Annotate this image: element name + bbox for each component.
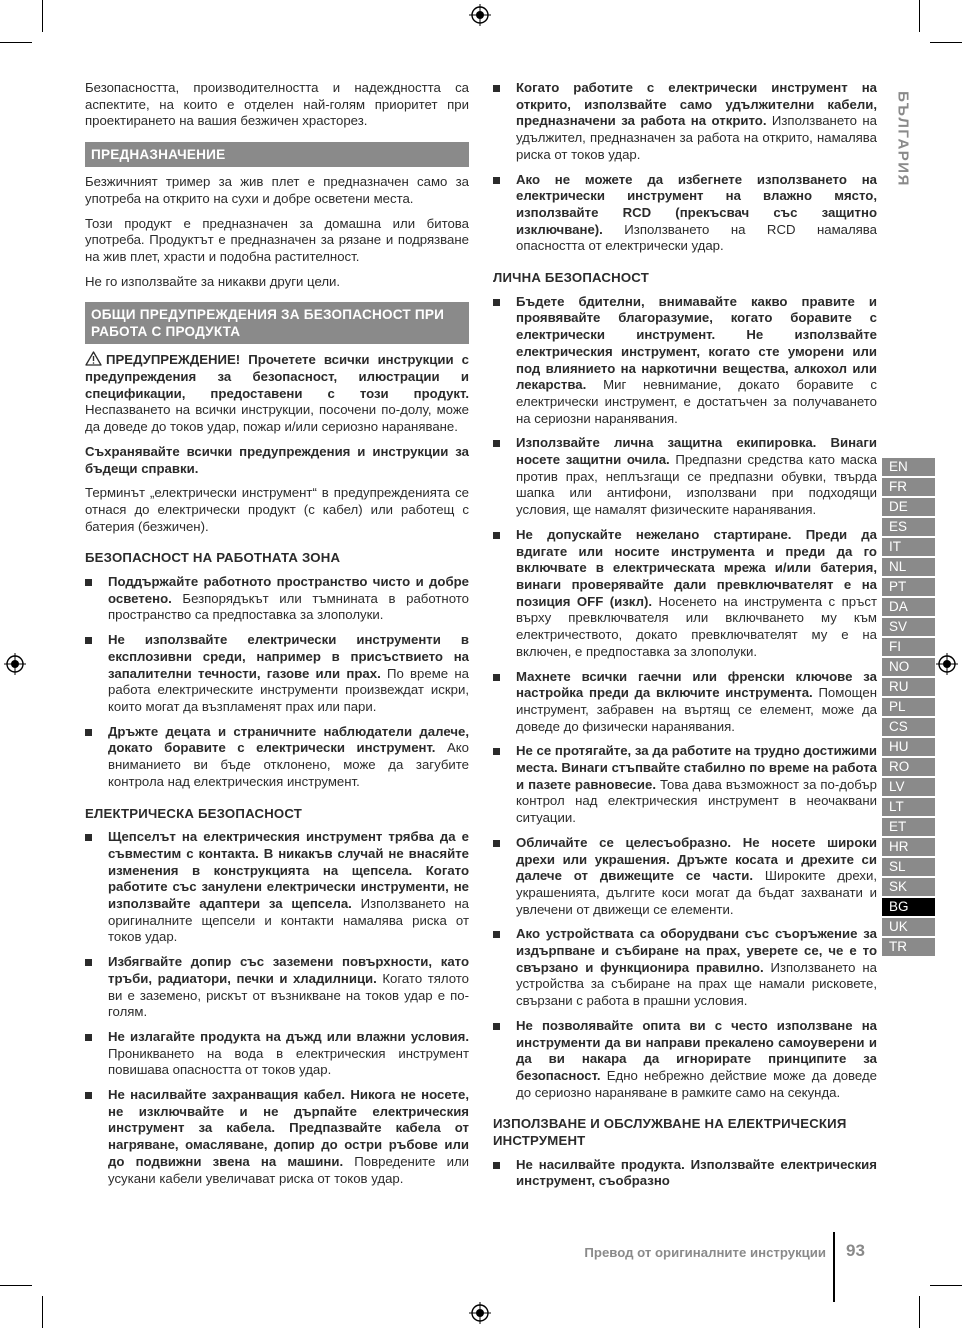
- language-tab-fr[interactable]: FR: [882, 478, 935, 498]
- list-item: Не допускайте нежелано стартиране. Преди да вдигате или носите инструмента и преди да го включвате в електрическата мрежа и/или батерия, винаги проверявайте дали превключвателят е на позиция OFF (изкл). Носенето на инструмента с пръст върху превключвателя или включването му към електричеството, докато превключвателят му е на включен, е предпоставка за злополуки.: [493, 527, 877, 661]
- subheading-work-area: БЕЗОПАСНОСТ НА РАБОТНАТА ЗОНА: [85, 550, 341, 566]
- language-tab-lt[interactable]: LT: [882, 798, 935, 818]
- language-tab-nl[interactable]: NL: [882, 558, 935, 578]
- language-tab-bg[interactable]: BG: [882, 898, 935, 918]
- right-column: [493, 80, 877, 1198]
- list-item: Не използвайте електрически инструменти в експлозивни среди, например в присъствието на запалителни течности, газове или прах. По време на работа електрическите инструменти произвеждат искри, които могат да възпламенят прах или пари.: [85, 632, 469, 716]
- list-item: Ако не можете да избегнете използването на електрически инструмент на влажно място, използвайте RCD (прекъсвач със защитно изключване). Използването на RCD намалява опасността от електрически удар.: [493, 172, 877, 256]
- list-item: Когато работите с електрически инструмент на открито, използвайте само удължителни кабели, предназначени за работа на открито. Използването на удължител, предназначен за работа на открито, намалява риска от токов удар.: [493, 80, 877, 164]
- warning-bold-text: ПРЕДУПРЕЖДЕНИЕ! Прочетете всички инструкции с предупреждения за безопасност, илюстрации и спецификации, предоставени с този продукт.: [85, 352, 469, 401]
- purpose-paragraph: Този продукт е предназначен за домашна или битова употреба. Продуктът е предназначен за рязане и подрязване на жив плет, храсти и подобна растителност.: [85, 215, 469, 264]
- language-tab-pl[interactable]: PL: [882, 698, 935, 718]
- crop-mark: [42, 0, 43, 32]
- list-item: Избягвайте допир със заземени повърхности, като тръби, радиатори, печки и хладилници. Когато тялото ви е заземено, рискът от възникване на токов удар е по-голям.: [85, 954, 469, 1021]
- language-tab-pt[interactable]: PT: [882, 578, 935, 598]
- language-tab-no[interactable]: NO: [882, 658, 935, 678]
- list-item: Дръжте децата и страничните наблюдатели далече, докато боравите с електрически инструмент. Ако вниманието ви бъде отклонено, може да загубите контрола над електрическия инструмент.: [85, 724, 469, 791]
- list-item: Поддържайте работното пространство чисто и добре осветено. Безпорядъкът или тъмнината в работното пространство са предпоставка за злополуки.: [85, 574, 469, 624]
- footer-divider: [833, 1232, 835, 1302]
- section-heading-purpose: ПРЕДНАЗНАЧЕНИЕ: [85, 142, 469, 167]
- footer-text: Превод от оригиналните инструкции: [584, 1245, 826, 1260]
- list-item: Махнете всички гаечни или френски ключове за настройка преди да включите инструмента. Помощен инструмент, забравен на въртящ се елемент, може да доведе до физически наранявания.: [493, 669, 877, 736]
- list-item: Не позволявайте опита ви с често използване на инструменти да ви направи прекалено самоуверени и да ви накара да игнорирате принципите за безопасност. Едно небрежно действие може да доведе до сериозно нараняване в рамките само на секунда.: [493, 1018, 877, 1102]
- language-tab-sk[interactable]: SK: [882, 878, 935, 898]
- warning-paragraph: [85, 351, 469, 436]
- language-tab-tr[interactable]: TR: [889, 939, 907, 954]
- list-item: Не се протягайте, за да работите на трудно достижими места. Винаги стъпвайте стабилно по време на работа и пазете равновесие. Това дава възможност за по-добър контрол над електрическия инструмент в неочаквани ситуации.: [493, 743, 877, 827]
- language-tab-hu[interactable]: HU: [882, 738, 935, 758]
- crop-mark: [0, 1285, 32, 1286]
- language-tab-en[interactable]: EN: [882, 458, 935, 478]
- language-tab-et[interactable]: ET: [882, 818, 935, 838]
- list-item: Щепселът на електрическия инструмент трябва да е съвместим с контакта. В никакъв случай не внасяйте изменения в конструкцията на щепсела. Когато работите със занулени електрически инструменти, не използвайте адаптери за щепсела. Използването на оригиналните щепсели и контакти намалява риска от токов удар.: [85, 829, 469, 946]
- subheading-tool-use: ИЗПОЛЗВАНЕ И ОБСЛУЖВАНЕ НА ЕЛЕКТРИЧЕСКИЯ ИНСТРУМЕНТ: [493, 1116, 847, 1149]
- language-tab-lv[interactable]: LV: [882, 778, 935, 798]
- language-tab-uk[interactable]: UK: [882, 918, 935, 938]
- crop-mark: [919, 0, 920, 32]
- language-tab-cs[interactable]: CS: [882, 718, 935, 738]
- language-tab-da[interactable]: DA: [882, 598, 935, 618]
- registration-mark-icon: [936, 653, 958, 675]
- language-tab-sv[interactable]: SV: [882, 618, 935, 638]
- list-item: Бъдете бдителни, внимавайте какво правите и проявявайте благоразумие, когато боравите с електрически инструмент. Не използвайте електрическия инструмент, когато сте уморени или под влиянието на наркотични вещества, алкохол или лекарства. Миг невнимание, докато боравите с електрически инструмент, е достатъчен за получаването на сериозни наранявания.: [493, 294, 877, 428]
- left-column: [85, 80, 469, 1195]
- list-item: Използвайте лична защитна екипировка. Винаги носете защитни очила. Предпазни средства като маска против прах, неплъзгащи се предпазни обувки, твърда шапка или антифони, използвани при подходящи условия, ще намалят физическите наранявания.: [493, 435, 877, 519]
- side-title: [892, 84, 914, 194]
- registration-mark-icon: [469, 1302, 491, 1324]
- intro-paragraph: Безопасността, производителността и надеждността са аспектите, на които е отделен най-голям приоритет при проектирането на вашия безжичен храсторез.: [85, 80, 469, 129]
- list-item: Не излагайте продукта на дъжд или влажни условия. Проникването на вода в електрическия инструмент повишава опасността от токов удар.: [85, 1029, 469, 1079]
- list-item: Не насилвайте захранващия кабел. Никога не носете, не изключвайте и не дърпайте електрическия инструмент за кабела. Предпазвайте кабела от нагряване, омасляване, допир до остри ръбове или до подвижни звена на машини. Повредените или усукани кабели увеличават риска от токов удар.: [85, 1087, 469, 1187]
- list-item: Обличайте се целесъобразно. Не носете широки дрехи или украшения. Дръжте косата и дрехите си далече от движещите се части. Широките дрехи, украшенията, дългите коси могат да бъдат захванати и увлечени от движещи се елементи.: [493, 835, 877, 919]
- language-tab-ru[interactable]: RU: [882, 678, 935, 698]
- subheading-electrical: ЕЛЕКТРИЧЕСКА БЕЗОПАСНОСТ: [85, 805, 303, 821]
- language-tab-it[interactable]: IT: [882, 538, 935, 558]
- purpose-paragraph: Не го използвайте за никакви други цели.: [85, 273, 341, 289]
- language-tab-fi[interactable]: FI: [882, 638, 935, 658]
- crop-mark: [919, 1296, 920, 1328]
- language-tab-ro[interactable]: RO: [882, 758, 935, 778]
- warning-triangle-icon: [85, 351, 102, 366]
- subheading-personal-safety: ЛИЧНА БЕЗОПАСНОСТ: [493, 270, 649, 286]
- registration-mark-icon: [469, 4, 491, 26]
- crop-mark: [42, 1296, 43, 1328]
- warning-text: Неспазването на всички инструкции, посочени по-долу, може да доведе до токов удар, пожар и/или сериозно нараняване.: [85, 402, 469, 435]
- page-number: 93: [846, 1241, 865, 1260]
- language-tab-sl[interactable]: SL: [882, 858, 935, 878]
- crop-mark: [930, 42, 962, 43]
- language-tab-hr[interactable]: HR: [882, 838, 935, 858]
- language-tab-de[interactable]: DE: [882, 498, 935, 518]
- side-title-text: БЪЛГАРИЯ: [894, 91, 912, 187]
- language-tabs: [882, 458, 935, 956]
- crop-mark: [930, 1285, 962, 1286]
- list-item: Не насилвайте продукта. Използвайте електрическия инструмент, съобразно: [493, 1157, 877, 1190]
- crop-mark: [0, 42, 32, 43]
- save-instructions: Съхранявайте всички предупреждения и инструкции за бъдещи справки.: [85, 443, 469, 476]
- list-item: Ако устройствата са оборудвани със съоръжение за издърпване и събиране на прах, уверете се, че е то свързано и функционира правилно. Използването на устройства за събиране на прах ще намали рисковете, свързани с работа в прашни условия.: [493, 926, 877, 1010]
- registration-mark-icon: [4, 653, 26, 675]
- term-paragraph: Терминът „електрически инструмент“ в предупрежденията се отнася до електрически продукт (с кабел) или работещ с батерия (безжичен).: [85, 485, 469, 534]
- language-tab-es[interactable]: ES: [882, 518, 935, 538]
- section-heading-general-warnings: ОБЩИ ПРЕДУПРЕЖДЕНИЯ ЗА БЕЗОПАСНОСТ ПРИ РАБОТА С ПРОДУКТА: [85, 302, 469, 344]
- purpose-paragraph: Безжичният тример за жив плет е предназначен само за употреба на открито на сухи и добре осветени места.: [85, 174, 469, 206]
